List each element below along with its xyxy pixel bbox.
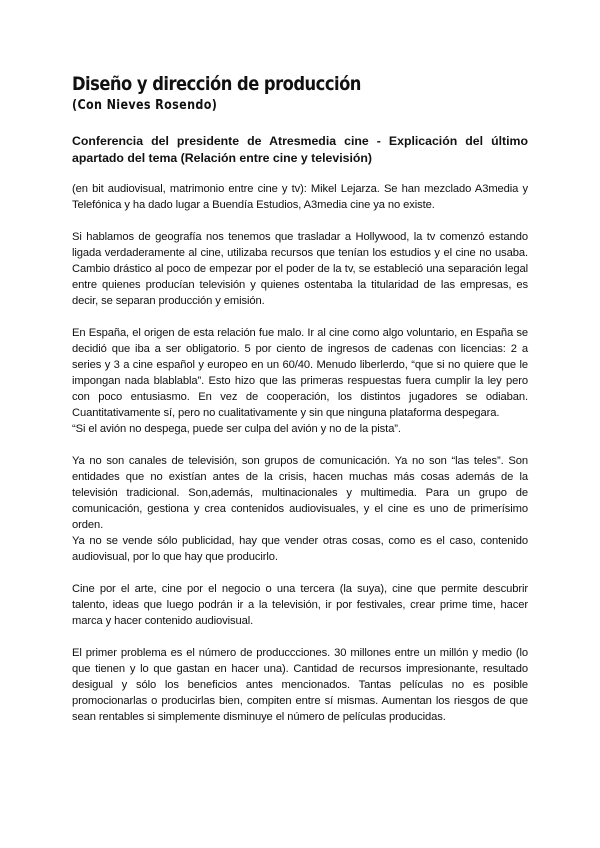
document-title: Diseño y dirección de producción <box>72 73 361 95</box>
document-body <box>72 181 528 725</box>
paragraph: (en bit audiovisual, matrimonio entre cine y tv): Mikel Lejarza. Se han mezclado A3media y Telefónica y ha dado lugar a Buendía Estudios, A3media cine ya no existe. <box>72 183 528 211</box>
paragraph: Ya no se vende sólo publicidad, hay que vender otras cosas, como es el caso, contenido audiovisual, por lo que hay que producirlo. <box>72 535 528 563</box>
paragraph: El primer problema es el número de produccciones. 30 millones entre un millón y medio (lo que tienen y lo que gastan en hacer una). Cantidad de recursos impresionante, resultado desigual y sólo los beneficios antes mencionados. Tantas películas no es posible promocionarlas o producirlas bien, compiten entre sí mismas. Aumentan los riesgos de que sean rentables si simplemente disminuye el número de películas producidas. <box>72 647 528 723</box>
document-subtitle: (Con Nieves Rosendo) <box>72 98 218 113</box>
section-heading: Conferencia del presidente de Atresmedia cine - Explicación del último apartado del tema (Relación entre cine y televisión) <box>72 134 528 165</box>
quote-line: “Si el avión no despega, puede ser culpa del avión y no de la pista”. <box>72 423 401 435</box>
paragraph: Cine por el arte, cine por el negocio o una tercera (la suya), cine que permite descubrir talento, ideas que luego podrán ir a la televisión, ir por festivales, crear prime time, hacer marca y hacer contenido audiovisual. <box>72 583 528 627</box>
paragraph: Si hablamos de geografía nos tenemos que trasladar a Hollywood, la tv comenzó estando ligada verdaderamente al cine, utilizaba recursos que tenían los estudios y el cine no usaba. Cambio drástico al poco de empezar por el poder de la tv, se estableció una separación legal entre quienes producían televisión y quienes ostentaba la titularidad de las empresas, es decir, se separan producción y emisión. <box>72 231 528 307</box>
paragraph: Ya no son canales de televisión, son grupos de comunicación. Ya no son “las teles”. Son entidades que no existían antes de la crisis, hacen muchas más cosas además de la televisión tradicional. Son,además, multinacionales y multimedia. Para un grupo de comunicación, gestiona y crea contenidos audiovisuales, y el cine es uno de primerísimo orden. <box>72 455 528 531</box>
paragraph: En España, el origen de esta relación fue malo. Ir al cine como algo voluntario, en España se decidió que iba a ser obligatorio. 5 por ciento de ingresos de cadenas con licencias: 2 a series y 3 a cine español y europeo en un 60/40. Menudo liberlerdo, “que si no quiere que le impongan nada blablabla”. Esto hizo que las primeras respuestas fuera cumplir la ley pero con poco entusiasmo. En vez de cooperación, los distintos jugadores se odiaban. Cuantitativamente sí, pero no cualitativamente y sin que ninguna plataforma despegara. <box>72 327 528 419</box>
